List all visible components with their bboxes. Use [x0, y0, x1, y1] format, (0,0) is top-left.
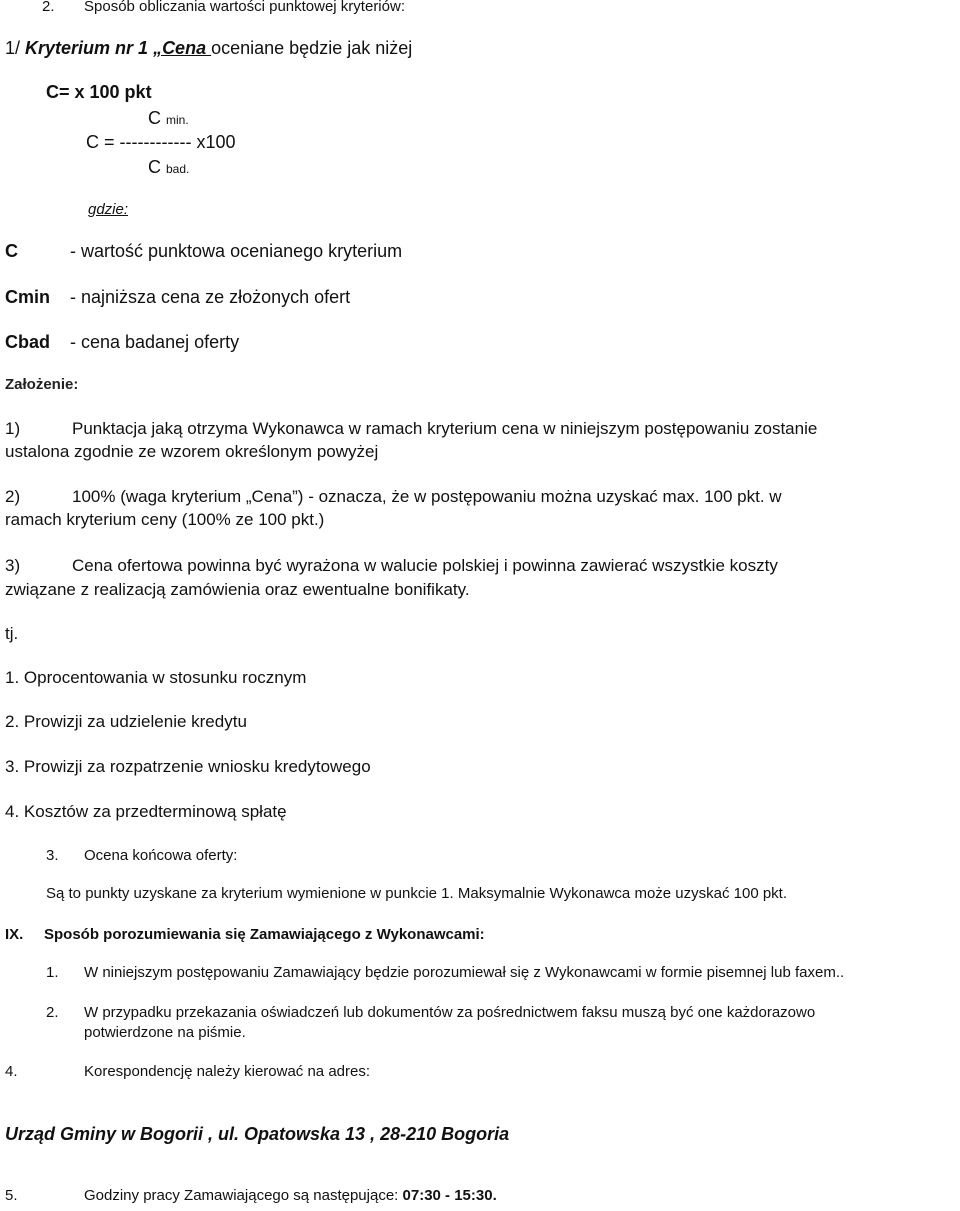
ix-item-number: 1.: [46, 964, 59, 981]
cost-item: 2. Prowizji za udzielenie kredytu: [5, 712, 247, 731]
final-number: 3.: [46, 847, 59, 864]
def-description: - najniższa cena ze złożonych ofert: [70, 287, 351, 307]
cost-item: 1. Oprocentowania w stosunku rocznym: [5, 668, 307, 687]
ix-item-text: potwierdzone na piśmie.: [84, 1024, 246, 1041]
item-number: 4.: [5, 1063, 18, 1080]
final-heading: Ocena końcowa oferty:: [84, 847, 238, 864]
section-ix-number: IX.: [5, 926, 24, 943]
section-number: 2.: [42, 0, 55, 15]
item-text: Korespondencję należy kierować na adres:: [84, 1063, 371, 1080]
def-symbol: Cmin: [5, 287, 50, 307]
formula-denominator: C bad.: [148, 157, 190, 177]
formula-numerator: C min.: [148, 108, 189, 128]
section-heading: Sposób obliczania wartości punktowej kryteriów:: [84, 0, 405, 15]
assumption-text: Punktacja jaką otrzyma Wykonawca w ramach kryterium cena w niniejszym postępowaniu zostanie: [72, 419, 818, 438]
assumption-number: 3): [5, 556, 21, 575]
final-text: Są to punkty uzyskane za kryterium wymienione w punkcie 1. Maksymalnie Wykonawca może uzyskać 100 pkt.: [46, 885, 788, 902]
def-symbol: C: [5, 241, 18, 261]
gdzie-label: gdzie:: [88, 201, 129, 218]
assumption-number: 1): [5, 419, 21, 438]
ix-item-text: W przypadku przekazania oświadczeń lub dokumentów za pośrednictwem faksu muszą być one każdorazowo: [84, 1004, 816, 1021]
cost-item: 4. Kosztów za przedterminową spłatę: [5, 802, 287, 821]
zalozenie-label: Założenie:: [5, 376, 79, 393]
formula-fraction: C = ------------ x100: [86, 132, 236, 152]
ix-item-number: 2.: [46, 1004, 59, 1021]
def-description: - wartość punktowa ocenianego kryterium: [70, 241, 403, 261]
assumption-text: Cena ofertowa powinna być wyrażona w walucie polskiej i powinna zawierać wszystkie koszty: [72, 556, 778, 575]
cost-item: 3. Prowizji za rozpatrzenie wniosku kredytowego: [5, 757, 371, 776]
section-ix-title: Sposób porozumiewania się Zamawiającego z Wykonawcami:: [44, 926, 485, 943]
assumption-text: ustalona zgodnie ze wzorem określonym powyżej: [5, 442, 379, 461]
assumption-number: 2): [5, 487, 21, 506]
office-hours: Godziny pracy Zamawiającego są następujące: 07:30 - 15:30.: [84, 1187, 497, 1204]
assumption-text: ramach kryterium ceny (100% ze 100 pkt.): [5, 510, 325, 529]
def-symbol: Cbad: [5, 332, 50, 352]
tj-label: tj.: [5, 624, 19, 643]
address: Urząd Gminy w Bogorii , ul. Opatowska 13 , 28-210 Bogoria: [5, 1124, 510, 1144]
item-number: 5.: [5, 1187, 18, 1204]
def-description: - cena badanej oferty: [70, 332, 240, 352]
assumption-text: związane z realizacją zamówienia oraz ewentualne bonifikaty.: [5, 580, 470, 599]
criterion-heading: 1/ Kryterium nr 1 „Cena oceniane będzie jak niżej: [5, 38, 413, 58]
ix-item-text: W niniejszym postępowaniu Zamawiający będzie porozumiewał się z Wykonawcami w formie pisemnej lub faxem..: [84, 964, 845, 981]
assumption-text: 100% (waga kryterium „Cena”) - oznacza, że w postępowaniu można uzyskać max. 100 pkt. w: [72, 487, 782, 506]
formula-line: C= x 100 pkt: [46, 82, 152, 102]
